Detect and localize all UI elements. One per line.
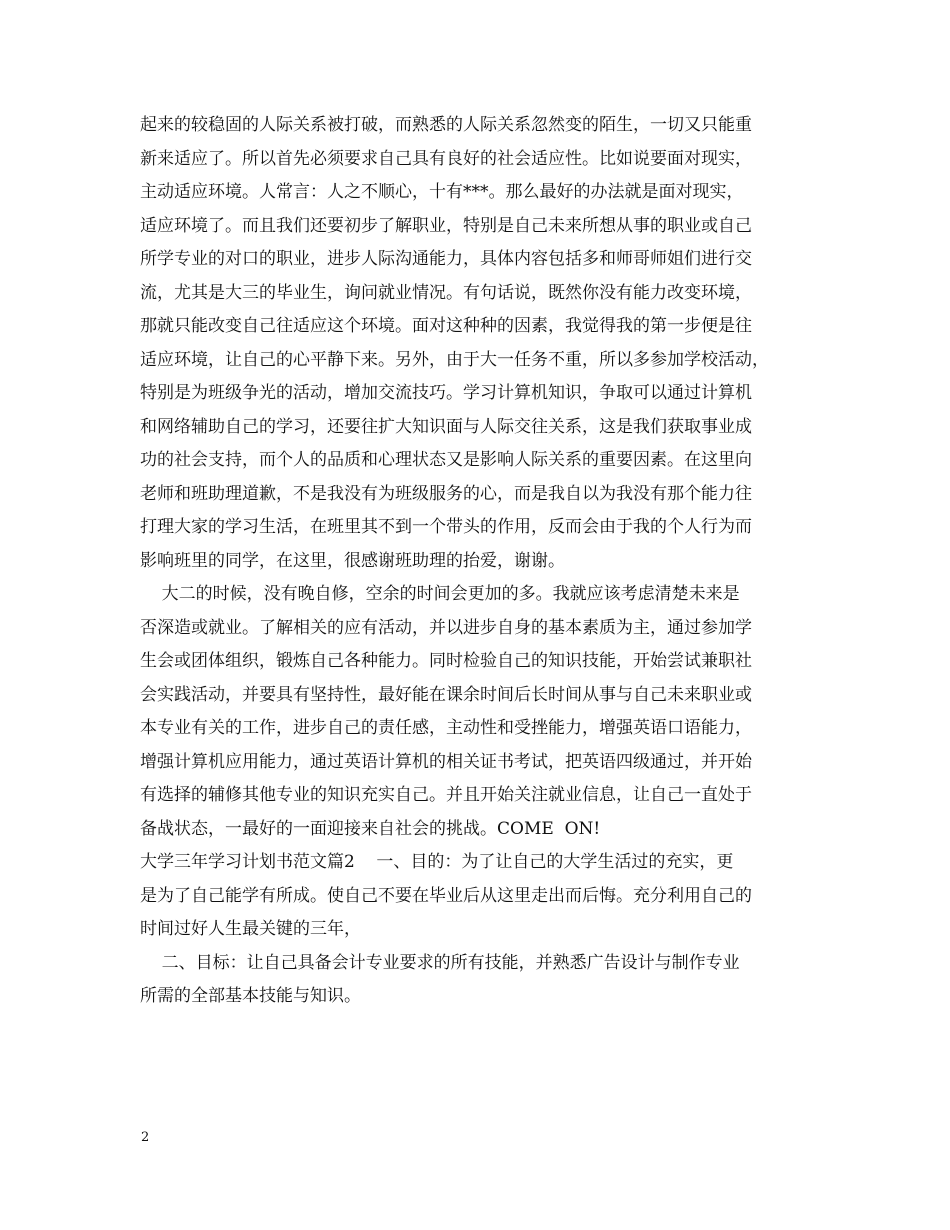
text-line: 影响班里的同学，在这里，很感谢班助理的抬爱，谢谢。 bbox=[140, 550, 565, 571]
text-line: 所学专业的对口的职业，进步人际沟通能力，具体内容包括多和师哥师姐们进行交 bbox=[140, 249, 752, 269]
text-line: 特别是为班级争光的活动，增加交流技巧。学习计算机知识，争取可以通过计算机 bbox=[140, 383, 752, 403]
text-line: 所需的全部基本技能与知识。 bbox=[140, 986, 361, 1006]
text-line: 适应环境了。而且我们还要初步了解职业，特别是自己未来所想从事的职业或自己 bbox=[140, 215, 752, 236]
text-line: 流，尤其是大三的毕业生，询问就业情况。有句话说，既然你没有能力改变环境， bbox=[140, 282, 752, 303]
text-line: 是为了自己能学有所成。使自己不要在毕业后从这里走出而后悔。充分利用自己的 bbox=[140, 885, 752, 906]
text-line: 起来的较稳固的人际关系被打破，而熟悉的人际关系忽然变的陌生，一切又只能重 bbox=[140, 115, 752, 135]
text-line: 功的社会支持，而个人的品质和心理状态又是影响人际关系的重要因素。在这里向 bbox=[140, 450, 752, 470]
text-line: 二、目标：让自己具备会计专业要求的所有技能，并熟悉广告设计与制作专业 bbox=[140, 952, 740, 973]
text-line: 老师和班助理道歉，不是我没有为班级服务的心，而是我自以为我没有那个能力往 bbox=[140, 483, 752, 504]
page-number: 2 bbox=[141, 1130, 150, 1145]
section-heading-line: 大学三年学习计划书范文篇2 一、目的：为了让自己的大学生活过的充实，更 bbox=[140, 852, 734, 872]
text-line: 那就只能改变自己往适应这个环境。面对这种种的因素，我觉得我的第一步便是往 bbox=[140, 316, 752, 336]
text-line: 生会或团体组织，锻炼自己各种能力。同时检验自己的知识技能，开始尝试兼职社 bbox=[140, 651, 752, 671]
text-line: 有选择的辅修其他专业的知识充实自己。并且开始关注就业信息，让自己一直处于 bbox=[140, 785, 752, 805]
text-line: 和网络辅助自己的学习，还要往扩大知识面与人际交往关系，这是我们获取事业成 bbox=[140, 416, 752, 437]
text-line: 大二的时候，没有晚自修，空余的时间会更加的多。我就应该考虑清楚未来是 bbox=[140, 584, 740, 604]
text-line: 备战状态，一最好的一面迎接来自社会的挑战。COME ON! bbox=[140, 818, 601, 839]
text-line: 时间过好人生最关键的三年， bbox=[140, 919, 361, 939]
text-line: 增强计算机应用能力，通过英语计算机的相关证书考试，把英语四级通过，并开始 bbox=[140, 751, 752, 772]
text-line: 否深造或就业。了解相关的应有活动，并以进步自身的基本素质为主，通过参加学 bbox=[140, 617, 752, 638]
text-line: 新来适应了。所以首先必须要求自己具有良好的社会适应性。比如说要面对现实， bbox=[140, 148, 752, 169]
text-line: 会实践活动，并要具有坚持性，最好能在课余时间后长时间从事与自己未来职业或 bbox=[140, 684, 752, 705]
text-line: 适应环境，让自己的心平静下来。另外，由于大一任务不重，所以多参加学校活动， bbox=[140, 349, 769, 370]
text-line: 打理大家的学习生活，在班里其不到一个带头的作用，反而会由于我的个人行为而 bbox=[140, 517, 752, 537]
body-text bbox=[140, 109, 830, 1014]
text-line: 主动适应环境。人常言：人之不顺心，十有***。那么最好的办法就是面对现实， bbox=[140, 182, 744, 202]
text-line: 本专业有关的工作，进步自己的责任感，主动性和受挫能力，增强英语口语能力， bbox=[140, 718, 752, 738]
